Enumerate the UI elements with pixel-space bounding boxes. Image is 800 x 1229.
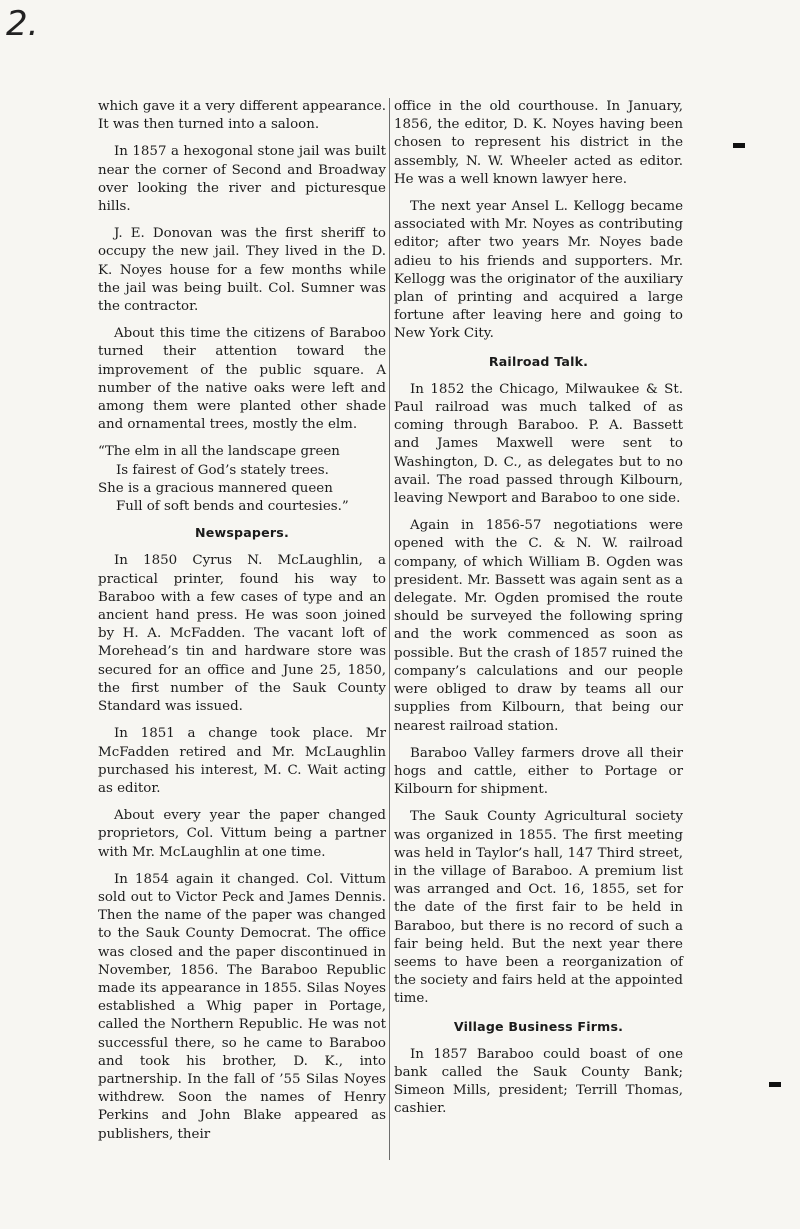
paragraph: In 1854 again it changed. Col. Vittum sold out to Victor Peck and James Dennis. Then the name of the paper was changed to the Sauk County Democrat. The office was closed and the paper discontinued in November, 1856. The Baraboo Republic made its appearance in 1855. Silas Noyes established a Whig paper in Portage, called the Northern Republic. He was not successful there, so he came to Baraboo and took his brother, D. K., into partnership. In the fall of ’55 Silas Noyes withdrew. Soon the names of Henry Perkins and John Blake appeared as publishers, their bbox=[98, 871, 386, 1142]
paragraph: Baraboo Valley farmers drove all their hogs and cattle, either to Portage or Kilbourn for shipment. bbox=[394, 745, 683, 798]
paragraph: In 1857 Baraboo could boast of one bank called the Sauk County Bank; Simeon Mills, president; Terrill Thomas, cashier. bbox=[394, 1046, 683, 1117]
poem-line: Full of soft bends and courtesies.” bbox=[116, 499, 349, 515]
paragraph: In 1852 the Chicago, Milwaukee & St. Paul railroad was much talked of as coming through Baraboo. P. A. Bassett and James Maxwell were sent to Washington, D. C., as delegates but to no avail. The road passed through Kilbourn, leaving Newport and Baraboo to one side. bbox=[394, 381, 683, 507]
poem-line: Is fairest of God’s stately trees. bbox=[116, 462, 329, 478]
paragraph: In 1850 Cyrus N. McLaughlin, a practical printer, found his way to Baraboo with a few cases of type and an ancient hand press. He was soon joined by H. A. McFadden. The vacant loft of Morehead’s tin and hardware store was secured for an office and June 25, 1850, the first number of the Sauk County Standard was issued. bbox=[98, 553, 386, 715]
paragraph: which gave it a very different appearance. It was then turned into a saloon. bbox=[98, 99, 386, 133]
paragraph: J. E. Donovan was the first sheriff to occupy the new jail. They lived in the D. K. Noyes house for a few months while the jail was being built. Col. Sumner was the contractor. bbox=[98, 226, 386, 315]
section-heading-railroad: Railroad Talk. bbox=[488, 353, 589, 369]
left-column bbox=[98, 98, 386, 1153]
paragraph: In 1851 a change took place. Mr McFadden retired and Mr. McLaughlin purchased his interest, M. C. Wait acting as editor. bbox=[98, 726, 386, 796]
page-number: 2. bbox=[6, 4, 39, 44]
paragraph: The next year Ansel L. Kellogg became associated with Mr. Noyes as contributing editor; after two years Mr. Noyes bade adieu to his friends and supporters. Mr. Kellogg was the originator of the auxiliary plan of printing and acquired a large fortune after leaving here and going to New York City. bbox=[394, 199, 683, 342]
section-heading-newspapers: Newspapers. bbox=[195, 525, 289, 541]
section-heading-business: Village Business Firms. bbox=[453, 1018, 624, 1034]
paragraph: office in the old courthouse. In January, 1856, the editor, D. K. Noyes having been chosen to represent his district in the assembly, N. W. Wheeler acted as editor. He was a well known lawyer here. bbox=[394, 99, 683, 187]
column-divider bbox=[389, 98, 390, 1160]
paragraph: The Sauk County Agricultural society was organized in 1855. The first meeting was held in Taylor’s hall, 147 Third street, in the village of Baraboo. A premium list was arranged and Oct. 16, 1855, set for the date of the first fair to be held in Baraboo, but there is no record of such a fair being held. But the next year there seems to have been a reorganization of the society and fairs held at the appointed time. bbox=[394, 809, 683, 1007]
paragraph: About this time the citizens of Baraboo turned their attention toward the improvement of the public square. A number of the native oaks were left and among them were planted other shade and ornamental trees, mostly the elm. bbox=[98, 326, 386, 433]
ink-mark bbox=[733, 143, 745, 148]
poem-line: She is a gracious mannered queen bbox=[98, 480, 333, 496]
poem-line: “The elm in all the landscape green bbox=[98, 444, 340, 460]
right-column bbox=[394, 98, 683, 1128]
paragraph: About every year the paper changed proprietors, Col. Vittum being a partner with Mr. McLaughlin at one time. bbox=[98, 808, 386, 860]
paragraph: In 1857 a hexogonal stone jail was built near the corner of Second and Broadway over looking the river and picturesque hills. bbox=[98, 144, 386, 215]
poem bbox=[98, 443, 386, 516]
paragraph: Again in 1856-57 negotiations were opened with the C. & N. W. railroad company, of which William B. Ogden was president. Mr. Bassett was again sent as a delegate. Mr. Ogden promised the route should be surveyed the following spring and the work commenced as soon as possible. But the crash of 1857 ruined the company’s calculations and our people were obliged to draw by teams all our supplies from Kilbourn, that being our nearest railroad station. bbox=[394, 518, 683, 734]
ink-mark bbox=[769, 1082, 781, 1087]
